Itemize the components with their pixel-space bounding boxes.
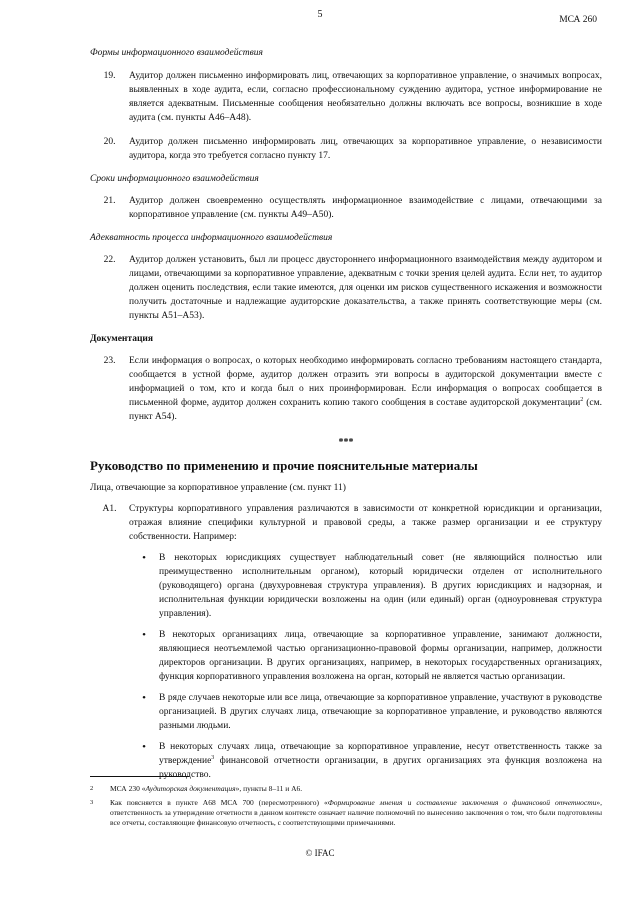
footnote-number: 3 bbox=[90, 799, 94, 806]
bullet-text: В ряде случаев некоторые или все лица, отвечающие за корпоративное управление, участвуют в руководстве организацией. В других случаях лица, отвечающие за корпоративное управление, и руководство являются разными людьми. bbox=[159, 693, 602, 731]
footnote-text-post: », пункты 8–11 и A6. bbox=[235, 784, 303, 793]
bullet-text-main: В некоторых случаях лица, отвечающие за корпоративное управление, несут ответственность также за утверждение bbox=[159, 742, 602, 766]
main-content bbox=[90, 47, 602, 782]
footnote-ref-3: 3 bbox=[211, 754, 215, 761]
bullet-item bbox=[129, 628, 602, 684]
paragraph-22 bbox=[90, 253, 602, 323]
copyright: © IFAC bbox=[305, 848, 335, 858]
footnotes bbox=[90, 784, 602, 832]
standard-label: МСА 260 bbox=[559, 15, 597, 25]
section-separator: *** bbox=[338, 437, 354, 448]
paragraph-text: Структуры корпоративного управления различаются в зависимости от конкретной юрисдикции и организации, отражая влияние специфики культурной и правовой среды, а также размер организации и ее структуру собственности. Например: bbox=[129, 504, 602, 542]
paragraph-text-main: Если информация о вопросах, о которых необходимо информировать согласно требованиям настоящего стандарта, сообщается в устной форме, аудитор должен отразить эти вопросы в аудиторской документации вместе с информацией о том, кто и когда был о них проинформирован. Если информация о вопросах сообщается в письменной форме, аудитор должен сохранить копию такого сообщения в составе аудиторской документации bbox=[129, 356, 602, 408]
footnote-text-pre: МСА 230 « bbox=[110, 784, 146, 793]
section-title-forms: Формы информационного взаимодействия bbox=[90, 48, 263, 58]
paragraph-number: 19. bbox=[103, 71, 116, 81]
bullet-text: В некоторых организациях лица, отвечающие за корпоративное управление, занимают должности, являющиеся неотъемлемой частью организационно-правовой формы организации, например, должности директоров организации. В других организациях, например, в некоторых государственных организациях, функция корпоративного управления возложена на орган, который не является частью организации. bbox=[159, 630, 602, 682]
footnote-text bbox=[110, 784, 602, 794]
paragraph-number: 23. bbox=[103, 356, 116, 366]
guidance-subtitle: Лица, отвечающие за корпоративное управление (см. пункт 11) bbox=[90, 483, 346, 493]
bullet-marker: • bbox=[142, 552, 146, 564]
footnote-divider bbox=[90, 776, 189, 777]
section-title-documentation: Документация bbox=[90, 334, 154, 344]
bullet-marker: • bbox=[142, 741, 146, 753]
guidance-heading: Руководство по применению и прочие пояснительные материалы bbox=[90, 458, 478, 473]
paragraph-number: 22. bbox=[103, 255, 116, 265]
section-title-timing: Сроки информационного взаимодействия bbox=[90, 174, 259, 184]
paragraph-20 bbox=[90, 135, 602, 163]
paragraph-text: Аудитор должен письменно информировать лиц, отвечающих за корпоративное управление, о независимости аудитора, когда это требуется согласно пункту 17. bbox=[129, 137, 602, 161]
paragraph-number: A1. bbox=[102, 504, 117, 514]
footnote-text bbox=[110, 798, 602, 828]
bullet-list bbox=[129, 551, 602, 782]
paragraph-text-tail: (см. пункт A54). bbox=[129, 398, 602, 422]
bullet-item bbox=[129, 551, 602, 621]
paragraph-number: 20. bbox=[103, 137, 116, 147]
bullet-marker: • bbox=[142, 629, 146, 641]
page-number: 5 bbox=[317, 9, 323, 20]
bullet-item bbox=[129, 740, 602, 782]
paragraph-text: Аудитор должен письменно информировать лиц, отвечающих за корпоративное управление, о значимых вопросах, выявленных в ходе аудита, если, согласно профессиональному суждению аудитора, устное информирование не является адекватным. Письменные сообщения необязательно должны включать все вопросы, возникшие в ходе аудита (см. пункты A46–A48). bbox=[129, 71, 602, 123]
paragraph-number: 21. bbox=[103, 196, 116, 206]
paragraph-a1 bbox=[90, 502, 602, 544]
paragraph-23 bbox=[90, 354, 602, 424]
footnote-text-title: Аудиторская документация bbox=[145, 784, 236, 793]
section-title-adequacy: Адекватность процесса информационного взаимодействия bbox=[90, 233, 333, 243]
paragraph-text: Аудитор должен своевременно осуществлять информационное взаимодействие с лицами, отвечающими за корпоративное управление (см. пункты A49–A50). bbox=[129, 196, 602, 220]
footnote-text-pre: Как поясняется в пункте A68 МСА 700 (пересмотренного) « bbox=[110, 798, 328, 807]
paragraph-text: Аудитор должен установить, был ли процесс двустороннего информационного взаимодействия между аудитором и лицами, отвечающими за корпоративное управление, адекватным с точки зрения целей аудита. Если нет, то аудитор должен оценить последствия, если такие имеются, для оценки им рисков существенного искажения и возможности получить достаточные и надлежащие аудиторские доказательства, а также принять соответствующие меры (см. пункты A51–A53). bbox=[129, 255, 602, 321]
paragraph-19 bbox=[90, 69, 602, 125]
footnote-text-title: Формирование мнения и составление заключения о финансовой отчетности bbox=[327, 798, 597, 807]
footnote-ref-2: 2 bbox=[580, 396, 584, 403]
paragraph-21 bbox=[90, 194, 602, 222]
bullet-text: В некоторых юрисдикциях существует наблюдательный совет (не являющийся полностью или преимущественно исполнительным органом), который юридически отделен от исполнительного (руководящего) органа (двухуровневая структура управления). В других юрисдикциях и надзорная, и исполнительная функции юридически возложены на один (или единый) орган (одноуровневая структура управления). bbox=[159, 553, 602, 619]
paragraph-text bbox=[129, 354, 602, 424]
bullet-text-tail: финансовой отчетности организации, в других организациях эта функция возложена на руководство. bbox=[159, 756, 602, 780]
footnote-item bbox=[90, 798, 602, 828]
footnote-number: 2 bbox=[90, 785, 94, 792]
bullet-item bbox=[129, 691, 602, 733]
bullet-text bbox=[159, 740, 602, 782]
footnote-item bbox=[90, 784, 602, 794]
bullet-marker: • bbox=[142, 692, 146, 704]
footnote-text-post: », ответственность за утверждение отчетности в данном контексте означает наличие полномочий по вынесению заключения о том, что были подготовлены все отчеты, составляющие финансовую отчетность, с соответствующими примечаниями. bbox=[110, 798, 602, 827]
